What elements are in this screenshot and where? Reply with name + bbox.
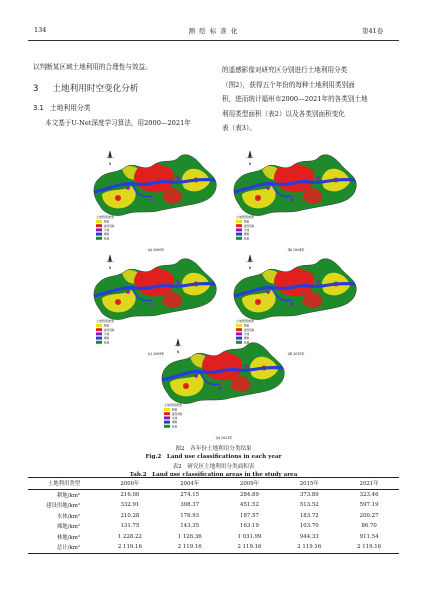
north-arrow-icon (106, 150, 114, 166)
svg-text:裸地: 裸地 (244, 337, 250, 341)
svg-text:建设用地: 建设用地 (104, 328, 115, 332)
svg-text:(b) 2004年: (b) 2004年 (287, 248, 305, 252)
legend-entry (236, 232, 250, 236)
row-label: 裸地/km² (56, 524, 80, 531)
right-column-text (222, 63, 400, 136)
table-cell: 323.46 (359, 491, 379, 498)
svg-text:耕地: 耕地 (104, 324, 110, 328)
table-cell: 451.52 (240, 502, 259, 509)
table-cell: 103.70 (299, 523, 319, 530)
svg-text:林地: 林地 (172, 425, 178, 429)
svg-text:N: N (176, 350, 180, 354)
svg-text:耕地: 耕地 (172, 408, 178, 412)
svg-text:林地: 林地 (104, 237, 110, 241)
table-cell: 183.72 (299, 512, 319, 519)
svg-text:水体: 水体 (172, 417, 178, 420)
text-line: 积，进而统计福州市2000—2021年的各类别土地 (222, 95, 368, 103)
svg-text:水体: 水体 (104, 333, 110, 336)
table-cell: 1 228.22 (117, 533, 142, 540)
column-header: 2021年 (339, 478, 399, 490)
table-cell: 176.93 (180, 512, 200, 519)
svg-text:N: N (248, 162, 252, 166)
svg-text:建设用地: 建设用地 (244, 224, 255, 228)
land-use-map-panel (160, 336, 288, 442)
map-svg (232, 148, 360, 254)
table-header-row (28, 478, 399, 490)
table-cell: 1 031.99 (237, 533, 262, 540)
legend-entry (96, 224, 115, 228)
table-cell: 513.52 (299, 502, 319, 509)
legend-entry (164, 416, 178, 420)
column-header: 2004年 (160, 478, 220, 490)
legend-entry (236, 228, 250, 232)
table-cell: 373.89 (299, 491, 319, 498)
table-row (28, 532, 399, 543)
table-cell: 143.35 (180, 523, 200, 530)
column-header: 土地利用类型 (28, 478, 100, 490)
svg-text:水体: 水体 (244, 229, 250, 232)
page-number: 134 (34, 26, 47, 34)
row-label: 水体/km² (56, 513, 80, 520)
svg-text:耕地: 耕地 (244, 324, 250, 328)
svg-text:N: N (108, 266, 112, 270)
legend-entry (96, 228, 110, 232)
legend-entry (236, 236, 250, 240)
svg-text:土地利用类型: 土地利用类型 (96, 319, 115, 323)
table-cell: 131.75 (120, 523, 140, 530)
table-cell: 163.19 (240, 523, 259, 530)
legend-entry (236, 220, 250, 224)
table-cell: 2 119.16 (100, 542, 160, 553)
table-cell: 274.15 (180, 491, 200, 498)
table-cell: 86.70 (361, 523, 377, 530)
legend-entry (164, 408, 178, 412)
svg-text:林地: 林地 (244, 341, 250, 345)
table-row (28, 489, 399, 500)
land-use-map-panel (92, 148, 220, 254)
table-cell: 911.54 (359, 533, 379, 540)
table-cell: 200.27 (359, 512, 379, 519)
table-row (28, 500, 399, 511)
paragraph-start: 本文基于U-Net深度学习算法，用2000—2021年 (45, 119, 191, 127)
table-row (28, 542, 399, 553)
svg-text:土地利用类型: 土地利用类型 (164, 403, 183, 407)
section-number: 3 (33, 84, 39, 94)
svg-text:(c) 2009年: (c) 2009年 (147, 352, 165, 356)
subsection-heading (33, 102, 91, 112)
map-legend (96, 318, 115, 344)
table-title-en: Tab.2 Land use classification areas in the study area (129, 471, 298, 478)
legend-entry (236, 224, 255, 228)
svg-text:建设用地: 建设用地 (172, 412, 183, 416)
legend-entry (96, 332, 110, 336)
svg-text:土地利用类型: 土地利用类型 (236, 319, 255, 323)
svg-text:耕地: 耕地 (244, 220, 250, 224)
header-rule (28, 40, 399, 41)
land-use-area-table (28, 477, 399, 554)
text-line: 的遥感影像对研究区分别进行土地利用分类 (222, 66, 348, 74)
land-use-map-panel (232, 148, 360, 254)
map-legend (164, 402, 183, 428)
svg-text:土地利用类型: 土地利用类型 (236, 215, 255, 219)
svg-text:建设用地: 建设用地 (244, 328, 255, 332)
table-cell: 210.28 (120, 512, 140, 519)
svg-text:裸地: 裸地 (172, 421, 178, 425)
legend-entry (164, 412, 183, 416)
svg-text:林地: 林地 (104, 341, 110, 345)
legend-entry (96, 232, 110, 236)
figure-caption-en: Fig.2 Land use classifications in each year (145, 454, 282, 460)
map-legend (96, 214, 115, 240)
table-cell: 597.19 (359, 502, 379, 509)
text-line: 利用类型面积（表2）以及各类别面积变化 (222, 109, 345, 118)
legend-entry (164, 420, 178, 424)
text-line: （图2），获得五个年份的每种土地利用类别面 (222, 80, 355, 89)
table-cell: 2 119.16 (279, 542, 339, 553)
north-arrow-icon (174, 338, 182, 354)
section-heading (33, 82, 138, 94)
intro-line: 以判断某区域土地利用的合理性与效益。 (33, 63, 152, 71)
legend-entry (96, 328, 115, 332)
table-cell: 2 119.16 (220, 542, 280, 553)
map-svg (92, 148, 220, 254)
svg-text:N: N (248, 266, 252, 270)
subsection-title: 土地利用分类 (49, 104, 91, 112)
legend-entry (164, 424, 178, 428)
row-label: 建设用地/km² (46, 503, 80, 510)
table-cell: 284.89 (240, 491, 259, 498)
legend-entry (236, 328, 255, 332)
north-arrow-icon (246, 150, 254, 166)
north-arrow-icon (246, 254, 254, 270)
svg-text:N: N (108, 162, 112, 166)
svg-text:(e) 2021年: (e) 2021年 (215, 436, 233, 440)
subsection-number: 3.1 (33, 104, 44, 112)
svg-text:耕地: 耕地 (104, 220, 110, 224)
north-arrow-icon (106, 254, 114, 270)
svg-text:裸地: 裸地 (244, 233, 250, 237)
table-title-cn: 表2 研究区土地利用分类面积表 (172, 464, 255, 470)
table-cell: 216.00 (120, 491, 140, 498)
legend-entry (236, 324, 250, 328)
table-cell: 398.37 (180, 502, 200, 509)
svg-text:水体: 水体 (104, 229, 110, 232)
legend-entry (96, 236, 110, 240)
table-cell: 332.91 (120, 502, 140, 509)
row-label: 耕地/km² (56, 492, 80, 499)
svg-text:建设用地: 建设用地 (104, 224, 115, 228)
column-header: 2009年 (220, 478, 280, 490)
table-row (28, 511, 399, 522)
column-header: 2000年 (100, 478, 160, 490)
table-row (28, 521, 399, 532)
table-cell: 944.33 (299, 533, 319, 540)
section-title: 土地利用时空变化分析 (52, 84, 139, 94)
svg-text:(a) 2000年: (a) 2000年 (147, 248, 165, 252)
volume-number: 第41卷 (362, 27, 384, 35)
svg-text:土地利用类型: 土地利用类型 (96, 215, 115, 219)
svg-text:林地: 林地 (244, 237, 250, 241)
legend-entry (96, 324, 110, 328)
table-cell: 2 119.16 (160, 542, 220, 553)
svg-text:(d) 2015年: (d) 2015年 (287, 352, 305, 356)
table-cell: 187.57 (240, 512, 259, 519)
table-cell: 1 126.36 (177, 533, 202, 540)
table-cell: 2 119.16 (339, 542, 399, 553)
svg-text:裸地: 裸地 (104, 233, 110, 237)
map-legend (236, 214, 255, 240)
legend-entry (96, 220, 110, 224)
legend-entry (96, 336, 110, 340)
column-header: 2015年 (279, 478, 339, 490)
figure-caption-cn: 图2 各年份土地利用分类结果 (175, 446, 252, 452)
row-label: 总计/km² (28, 542, 100, 553)
map-svg (160, 336, 288, 442)
text-line: 表（表3）。 (222, 124, 256, 132)
journal-name: 测 绘 标 准 化 (188, 27, 239, 35)
legend-entry (96, 340, 110, 344)
svg-text:水体: 水体 (244, 333, 250, 336)
row-label: 林地/km² (56, 534, 80, 541)
svg-text:裸地: 裸地 (104, 337, 110, 341)
